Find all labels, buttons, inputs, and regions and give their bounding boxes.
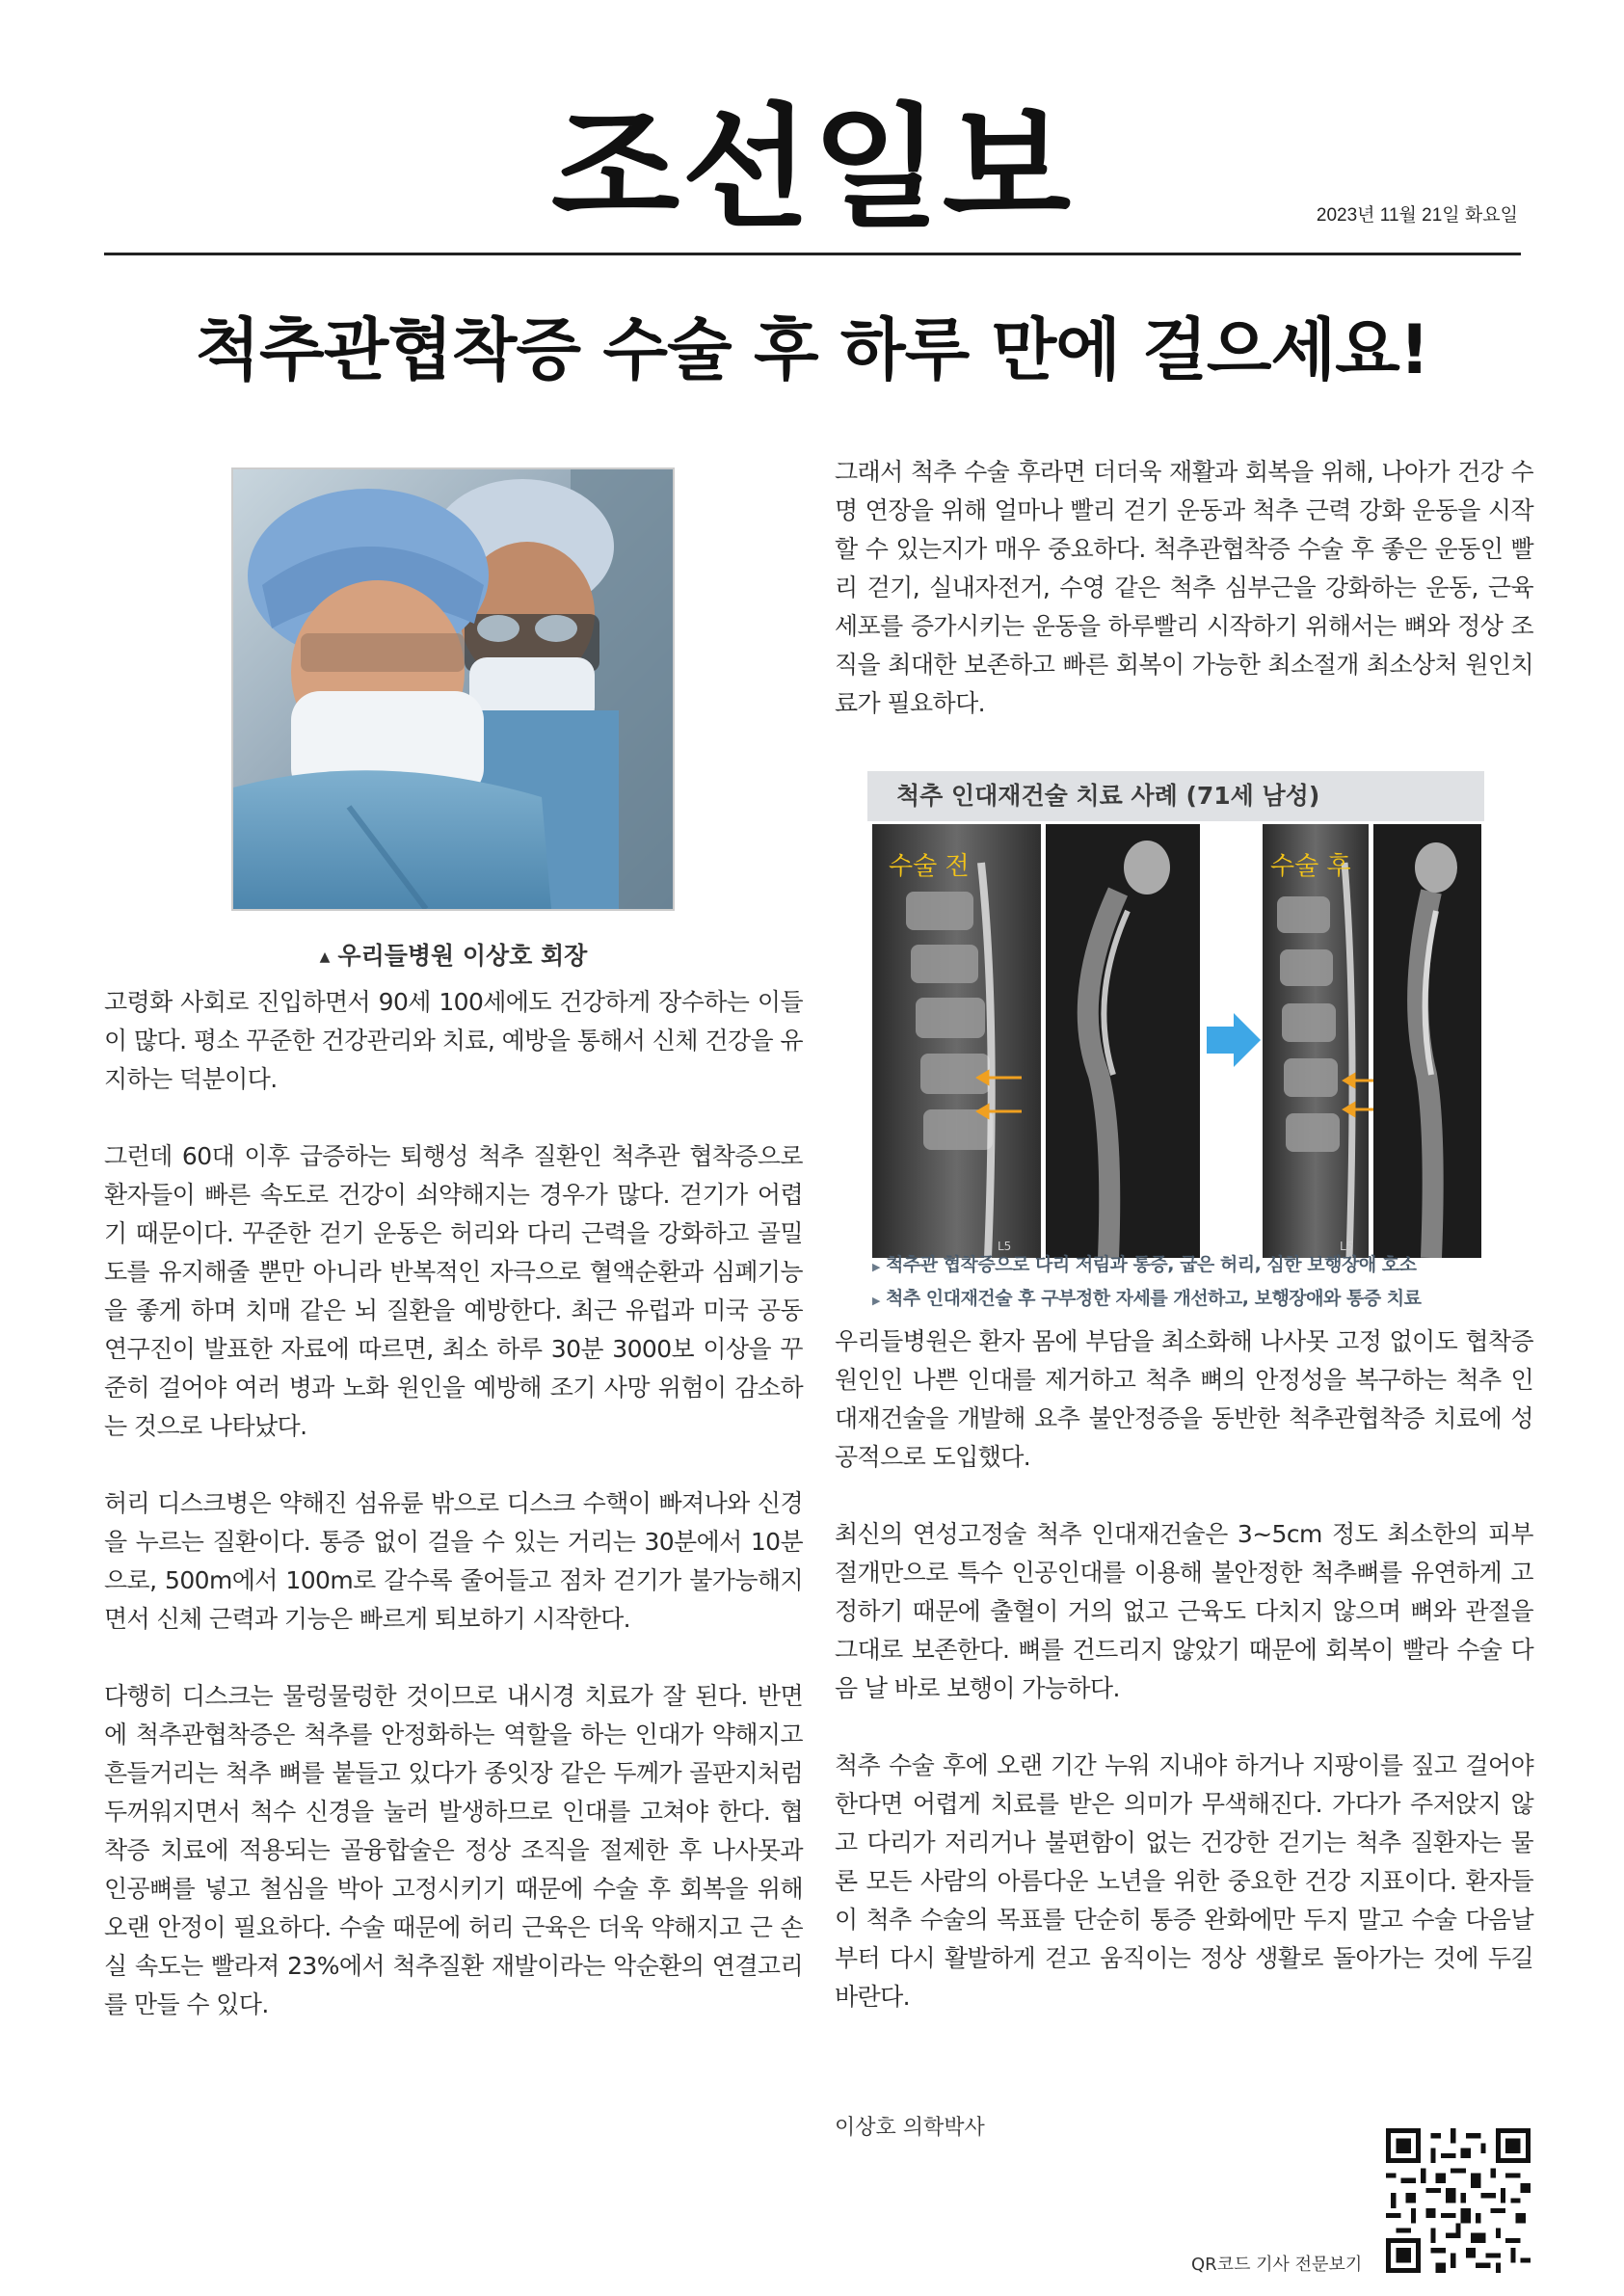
right-paragraph-1: 그래서 척추 수술 후라면 더더욱 재활과 회복을 위해, 나아가 건강 수명 연장을 위해 얼마나 빨리 걷기 운동과 척추 근력 강화 운동을 시작할 수 있는지가 매우 중요하다. 척추관협착증 수술 후 좋은 운동인 빨리 걷기, 실내자전거, 수영 같은 척추 심부근을 강화하는 운동, 근육 세포를 증가시키는 운동을 하루빨리 시작하기 위해서는 뼈와 정상 조직을 최대한 보존하고 빠른 회복이 가능한 최소절개 최소상처 원인치료가 필요하다.: [835, 458, 1533, 717]
right-arrow-icon: [1207, 1013, 1261, 1067]
author-signature: 이상호 의학박사: [835, 2116, 985, 2140]
publication-date: 2023년 11월 21일 화요일: [1316, 205, 1518, 226]
surgeon-photo-image: [233, 469, 673, 909]
photo-caption: [104, 937, 803, 972]
right-paragraph-2: 우리들병원은 환자 몸에 부담을 최소화해 나사못 고정 없이도 협착증 원인인 나쁜 인대를 제거하고 척추 뼈의 안정성을 복구하는 척추 인대재건술을 개발해 요추 불안정증을 동반한 척추관협착증 치료에 성공적으로 도입했다.: [835, 1327, 1533, 1471]
before-mri-scan: [872, 824, 1041, 1258]
before-scan-marker: L5: [998, 1240, 1012, 1253]
article-headline: 척추관협착증 수술 후 하루 만에 걸으세요!: [195, 310, 1429, 389]
figure-note-1: [872, 1249, 1508, 1283]
photo-caption-text: 우리들병원 이상호 회장: [337, 942, 588, 970]
note-triangle-icon: ▶: [872, 1261, 880, 1273]
figure-note-text: 척추관 협착증으로 다리 저림과 통증, 굽은 허리, 심한 보행장애 호소: [885, 1254, 1417, 1275]
xray-comparison: [867, 824, 1484, 1263]
after-label: 수술 후: [1270, 852, 1351, 881]
before-label: 수술 전: [889, 852, 970, 881]
figure-title: 척추 인대재건술 치료 사례 (71세 남성): [867, 771, 1484, 821]
qr-code-icon[interactable]: [1386, 2128, 1531, 2273]
left-paragraph-3: 허리 디스크병은 약해진 섬유륜 밖으로 디스크 수핵이 빠져나와 신경을 누르는 질환이다. 통증 없이 걸을 수 있는 거리는 30분에서 10분으로, 500m에서 100m로 갈수록 줄어들고 점차 걷기가 불가능해지면서 신체 근력과 기능은 빠르게 퇴보하기 시작한다.: [104, 1489, 803, 1633]
figure-note-text: 척추 인대재건술 후 구부정한 자세를 개선하고, 보행장애와 통증 치료: [885, 1288, 1422, 1309]
left-paragraph-2: 그런데 60대 이후 급증하는 퇴행성 척추 질환인 척추관 협착증으로 환자들이 빠른 속도로 건강이 쇠약해지는 경우가 많다. 걷기가 어렵기 때문이다. 꾸준한 걷기 운동은 허리와 다리 근력을 강화하고 골밀도를 유지해줄 뿐만 아니라 반복적인 자극으로 혈액순환과 심폐기능을 좋게 하며 치매 같은 뇌 질환을 예방한다. 최근 유럽과 미국 공동 연구진이 발표한 자료에 따르면, 최소 하루 30분 3000보 이상을 꾸준히 걸어야 여러 병과 노화 원인을 예방해 조기 사망 위험이 감소하는 것으로 나타났다.: [104, 1142, 803, 1440]
treatment-case-figure: [867, 771, 1484, 1263]
note-triangle-icon: ▶: [872, 1295, 880, 1307]
figure-note-2: [872, 1283, 1508, 1317]
caption-triangle-icon: ▲: [319, 949, 331, 965]
surgeon-photo: [231, 467, 675, 911]
right-paragraph-4: 척추 수술 후에 오랜 기간 누워 지내야 하거나 지팡이를 짚고 걸어야 한다면 어렵게 치료를 받은 의미가 무색해진다. 가다가 주저앉지 않고 다리가 저리거나 불편함이 없는 건강한 걷기는 척추 질환자는 물론 모든 사람의 아름다운 노년을 위한 중요한 건강 지표이다. 환자들이 척추 수술의 목표를 단순히 통증 완화에만 두지 말고 수술 다음날부터 다시 활발하게 걷고 움직이는 정상 생활로 돌아가는 것에 두길 바란다.: [835, 1751, 1533, 2011]
header-rule: [104, 253, 1521, 255]
left-paragraph-1: 고령화 사회로 진입하면서 90세 100세에도 건강하게 장수하는 이들이 많다. 평소 꾸준한 건강관리와 치료, 예방을 통해서 신체 건강을 유지하는 덕분이다.: [104, 988, 803, 1093]
right-column-bottom: [835, 1322, 1533, 2016]
right-paragraph-3: 최신의 연성고정술 척추 인대재건술은 3~5cm 정도 최소한의 피부 절개만으로 특수 인공인대를 이용해 불안정한 척추뼈를 유연하게 고정하기 때문에 출혈이 거의 없고 근육도 다치지 않으며 뼈와 관절을 그대로 보존한다. 뼈를 건드리지 않았기 때문에 회복이 빨라 수술 다음 날 바로 보행이 가능하다.: [835, 1520, 1533, 1702]
left-paragraph-4: 다행히 디스크는 물렁물렁한 것이므로 내시경 치료가 잘 된다. 반면에 척추관협착증은 척추를 안정화하는 역할을 하는 인대가 약해지고 흔들거리는 척추 뼈를 붙들고 있다가 종잇장 같은 두께가 골판지처럼 두꺼워지면서 척수 신경을 눌러 발생하므로 인대를 고쳐야 한다. 협착증 치료에 적용되는 골융합술은 정상 조직을 절제한 후 나사못과 인공뼈를 넣고 철심을 박아 고정시키기 때문에 수술 후 회복을 위해 오랜 안정이 필요하다. 수술 때문에 허리 근육은 더욱 약해지고 근 손실 속도는 빨라져 23%에서 척추질환 재발이라는 악순환의 연결고리를 만들 수 있다.: [104, 1682, 803, 2018]
right-column-top: [835, 453, 1533, 723]
before-xray: [1046, 824, 1200, 1258]
qr-code-label: QR코드 기사 전문보기: [1191, 2255, 1363, 2275]
newspaper-masthead: 조선일보: [550, 91, 1074, 246]
figure-notes: [872, 1249, 1508, 1317]
left-column: [104, 983, 803, 2024]
after-scan-marker: L5: [1340, 1240, 1354, 1253]
